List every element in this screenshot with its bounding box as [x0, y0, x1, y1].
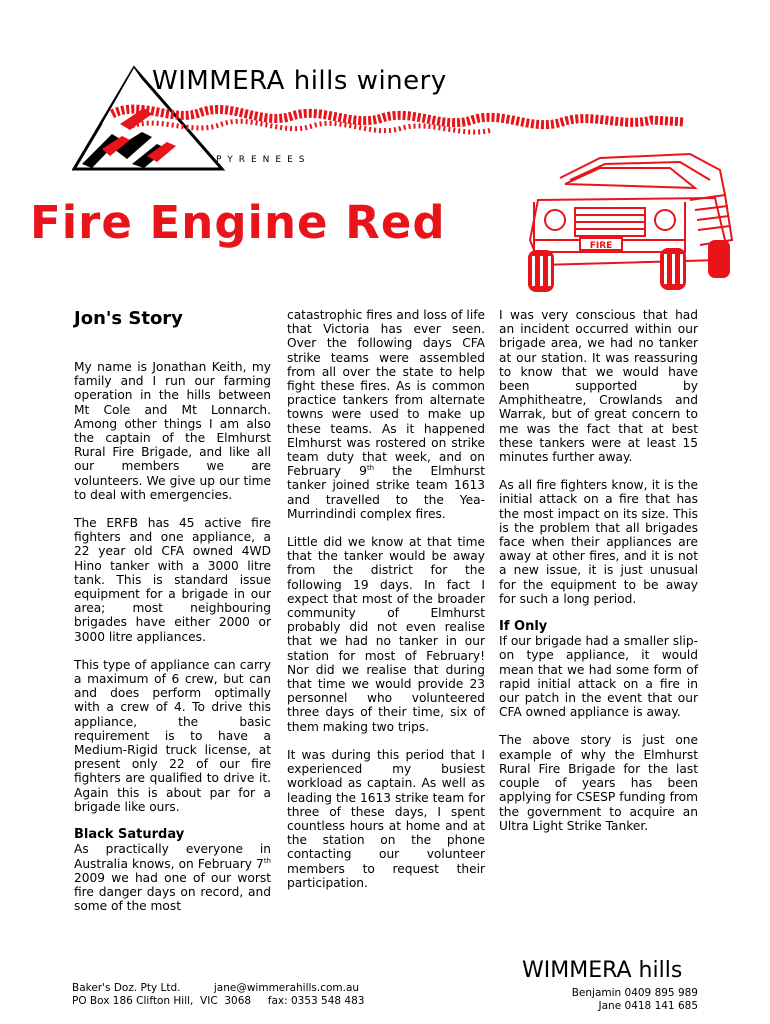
paragraph: It was during this period that I experienced my busiest workload as captain. As well as leading the 1613 strike team for three of these days, I spent countless hours at home and at the station on the phone contacting our volunteer members to request their participation. — [287, 747, 485, 890]
truck-plate: FIRE — [589, 241, 613, 251]
column-2 — [287, 308, 485, 904]
company-name: Baker's Doz. Pty Ltd. — [72, 982, 181, 994]
footer-brand: WIMMERA hills — [522, 958, 683, 983]
contact-jane: Jane 0418 141 685 — [598, 1000, 698, 1012]
paragraph: As all fire fighters know, it is the initial attack on a fire that has the most impact on its size. This is the problem that all brigades face when their appliances are away at other fires, and it is not a new issue, it is just unusual for the equipment to be away for such a long period. — [499, 478, 698, 606]
subheading-black-saturday: Black Saturday — [74, 827, 185, 843]
column-3 — [499, 308, 698, 847]
column-1 — [74, 308, 271, 927]
fire-truck-illustration — [520, 140, 735, 295]
paragraph: catastrophic fires and loss of life that Victoria has ever seen. Over the following days CFA strike teams were assembled from all over the state to help fight these fires. As is common practice tankers from alternate towns were used to make up these teams. As it happened Elmhurst was rostered on strike team duty that week, and on February 9th the Elmhurst tanker joined strike team 1613 and travelled to the Yea-Murrindindi complex fires. — [287, 308, 486, 521]
paragraph: The ERFB has 45 active fire fighters and one appliance, a 22 year old CFA owned 4WD Hino tanker with a 3000 litre tank. This is standard issue equipment for a brigade in our area; most neighbouring brigades have either 2000 or 3000 litre appliances. — [74, 516, 271, 644]
brand-name: WIMMERA hills winery — [152, 66, 447, 96]
story-heading: Jon's Story — [74, 308, 183, 329]
paragraph: The above story is just one example of why the Elmhurst Rural Fire Brigade for the last couple of years has been applying for CSESP funding from the government to acquire an Ultra Light Strike Tanker. — [499, 733, 698, 833]
footer-contact — [72, 982, 364, 1008]
page-title: Fire Engine Red — [30, 196, 446, 249]
region-label: PYRENEES — [216, 155, 311, 165]
fax-number: fax: 0353 548 483 — [267, 995, 365, 1007]
email-link[interactable]: jane@wimmerahills.com.au — [213, 982, 360, 994]
paragraph: My name is Jonathan Keith, my family and I run our farming operation in the hills between Mt Cole and Mt Lonnarch. Among other things I am also the captain of the Elmhurst Rural Fire Brigade, and like all our members we are volunteers. We give up our time to deal with emergencies. — [74, 360, 271, 502]
paragraph: This type of appliance can carry a maximum of 6 crew, but can and does perform optimally with a crew of 4. To drive this appliance, the basic requirement is to have a Medium-Rigid truck license, at present only 22 of our fire fighters are qualified to drive it. Again this is about par for a brigade like ours. — [74, 657, 271, 814]
paragraph: I was very conscious that had an incident occurred within our brigade area, we had no tanker at our station. It was reassuring to know that we would have been supported by Amphitheatre, Crowlands and Warrak, but of great concern to me was the fact that at best these tankers were at least 15 minutes further away. — [499, 308, 698, 465]
postal-address: PO Box 186 Clifton Hill, VIC 3068 — [72, 995, 252, 1007]
contact-benjamin: Benjamin 0409 895 989 — [571, 987, 698, 999]
paragraph: Little did we know at that time that the tanker would be away from the district for the following 19 days. In fact I expect that most of the broader community of Elmhurst probably did not even realise that we had no tanker in our station for most of February! Nor did we realise that during that time we would provide 23 personnel who volunteered three days of their time, six of them making two trips. — [287, 535, 485, 734]
paragraph: If our brigade had a smaller slip-on type appliance, it would mean that we had some form of rapid initial attack on a fire in our patch in the event that our CFA owned appliance is away. — [499, 634, 698, 720]
subheading-if-only: If Only — [499, 619, 548, 635]
footer-phones — [572, 987, 698, 1013]
paragraph: As practically everyone in Australia knows, on February 7th 2009 we had one of our worst fire danger days on record, and some of the most — [74, 842, 271, 914]
